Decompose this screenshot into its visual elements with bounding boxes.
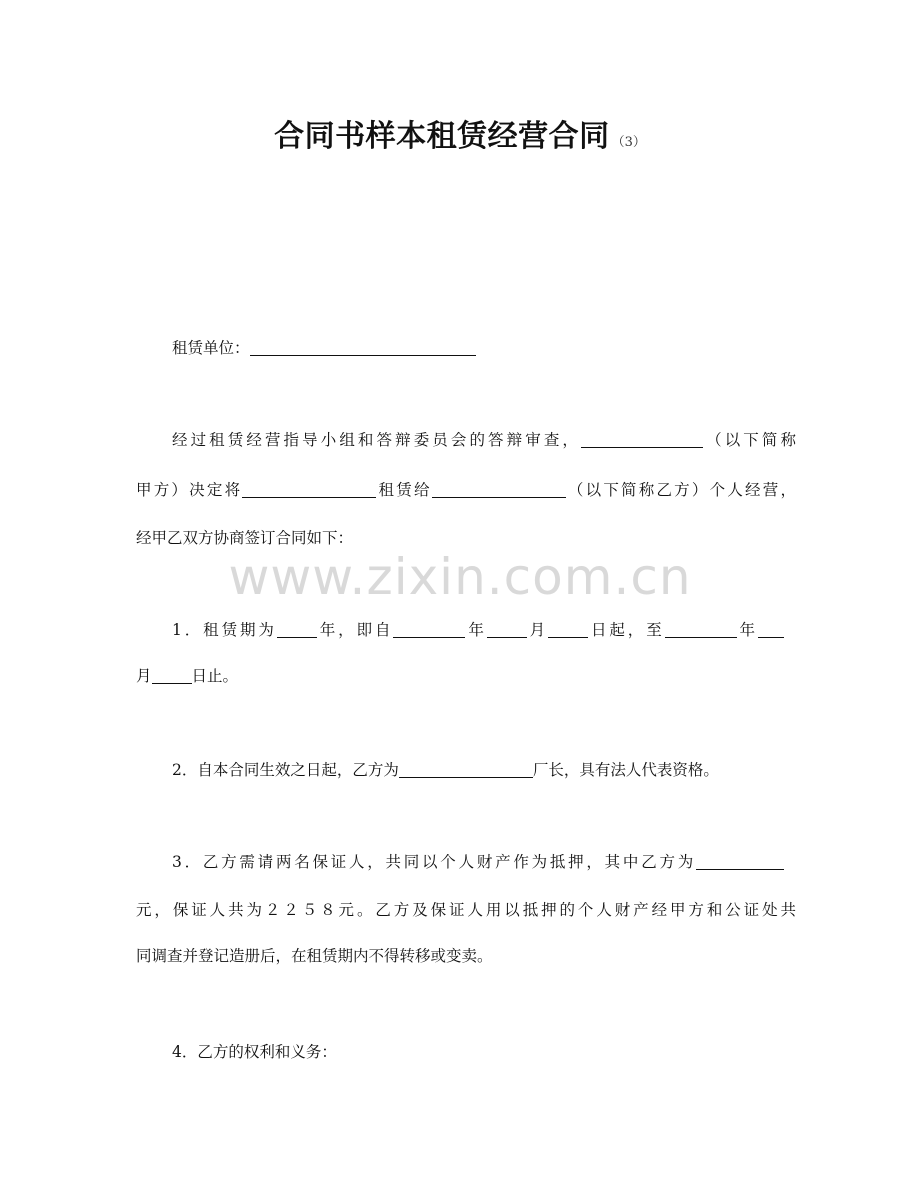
intro-line-1 xyxy=(172,428,796,452)
fill-blank xyxy=(242,481,376,498)
clause-text: 年，即自 xyxy=(316,621,394,639)
document-title xyxy=(0,111,920,155)
intro-text: 租赁给 xyxy=(376,481,432,499)
fill-blank xyxy=(277,621,317,638)
fill-blank xyxy=(548,621,588,638)
rental-unit-label: 租赁单位： xyxy=(172,339,250,357)
fill-blank xyxy=(581,431,703,448)
title-text: 合同书样本租赁经营合同 xyxy=(274,119,610,154)
fill-blank xyxy=(758,621,784,638)
clause-text: 日止。 xyxy=(191,667,239,685)
fill-blank xyxy=(393,621,465,638)
clause-1-line-2 xyxy=(136,664,796,688)
intro-text: 经过租赁经营指导小组和答辩委员会的答辩审查， xyxy=(172,431,582,449)
clause-3-line-1 xyxy=(172,850,784,874)
clause-text: 3．乙方需请两名保证人，共同以个人财产作为抵押，其中乙方为 xyxy=(172,853,696,871)
clause-text: 2．自本合同生效之日起，乙方为 xyxy=(172,761,399,779)
intro-line-2 xyxy=(136,478,796,502)
fill-blank xyxy=(432,481,566,498)
clause-text: 年 xyxy=(736,621,758,639)
clause-1-line-1 xyxy=(172,618,784,642)
fill-blank xyxy=(399,761,533,778)
rental-unit-line xyxy=(172,336,832,360)
fill-blank xyxy=(152,667,192,684)
clause-text: 月 xyxy=(526,621,549,639)
intro-text: 甲方）决定将 xyxy=(136,481,243,499)
intro-line-3: 经甲乙双方协商签订合同如下： xyxy=(136,529,354,547)
intro-text: （以下简称乙方）个人经营， xyxy=(565,481,796,499)
clause-text: 厂长，具有法人代表资格。 xyxy=(532,761,719,779)
clause-text: 月 xyxy=(136,667,152,685)
fill-blank xyxy=(665,621,737,638)
title-suffix: （3） xyxy=(611,135,646,150)
clause-3-line-3: 同调查并登记造册后，在租赁期内不得转移或变卖。 xyxy=(136,947,493,965)
clause-3-line-2: 元，保证人共为２２５８元。乙方及保证人用以抵押的个人财产经甲方和公证处共 xyxy=(136,901,796,919)
clause-text: 年 xyxy=(465,621,487,639)
clause-2 xyxy=(172,758,832,782)
fill-blank xyxy=(696,853,784,870)
clause-4: 4．乙方的权利和义务： xyxy=(172,1043,337,1061)
clause-text: 1．租赁期为 xyxy=(172,621,277,639)
rental-unit-blank xyxy=(250,339,476,356)
watermark: www.zixin.com.cn xyxy=(228,548,692,606)
fill-blank xyxy=(487,621,527,638)
clause-text: 日起，至 xyxy=(588,621,665,639)
intro-text: （以下简称 xyxy=(703,431,796,449)
